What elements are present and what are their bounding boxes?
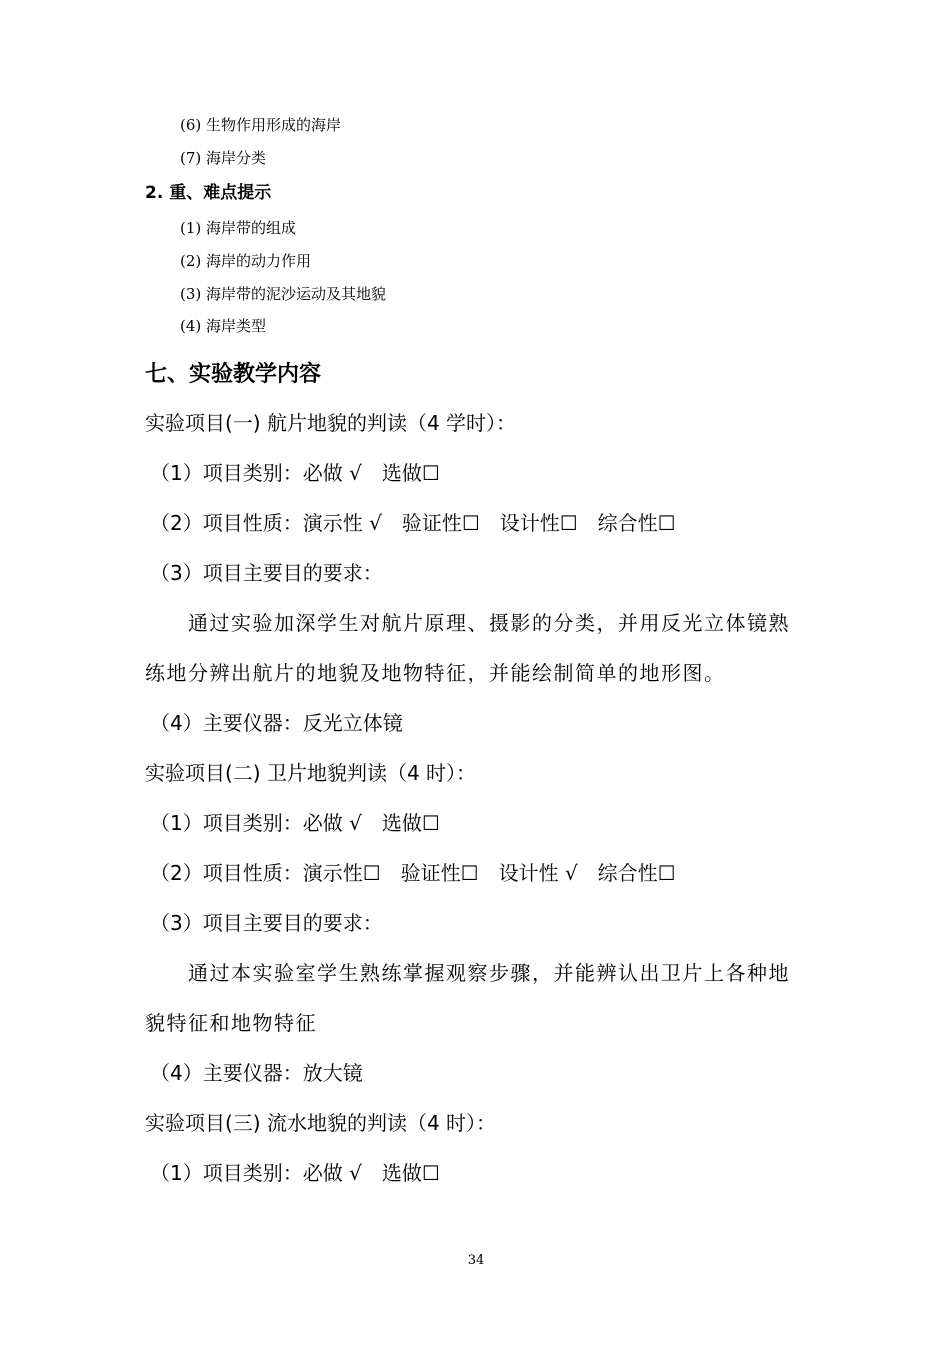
list-item: (3) 海岸带的泥沙运动及其地貌 xyxy=(180,285,387,303)
paragraph-line: 练地分辨出航片的地貌及地物特征，并能绘制简单的地形图。 xyxy=(145,661,726,685)
experiment-field: （3）项目主要目的要求： xyxy=(150,561,383,585)
page-number: 34 xyxy=(467,1253,485,1268)
experiment-title: 实验项目(一) 航片地貌的判读（4 学时）： xyxy=(145,411,517,435)
list-item: (2) 海岸的动力作用 xyxy=(180,252,312,270)
experiment-field: （4）主要仪器：放大镜 xyxy=(150,1061,363,1085)
experiment-field: （1）项目类别：必做 √ 选做☐ xyxy=(150,461,440,485)
section-heading: 2. 重、难点提示 xyxy=(145,183,272,203)
list-item: (4) 海岸类型 xyxy=(180,317,267,335)
experiment-field: （4）主要仪器：反光立体镜 xyxy=(150,711,403,735)
experiment-title: 实验项目(二) 卫片地貌判读（4 时）： xyxy=(145,761,477,785)
experiment-field: （3）项目主要目的要求： xyxy=(150,911,383,935)
experiment-field: （1）项目类别：必做 √ 选做☐ xyxy=(150,1161,440,1185)
experiment-field: （2）项目性质：演示性☐ 验证性☐ 设计性 √ 综合性☐ xyxy=(150,861,676,885)
paragraph-line: 通过实验加深学生对航片原理、摄影的分类，并用反光立体镜熟 xyxy=(188,611,790,635)
chapter-heading: 七、实验教学内容 xyxy=(145,362,322,387)
experiment-title: 实验项目(三) 流水地貌的判读（4 时）： xyxy=(145,1111,497,1135)
list-item: (1) 海岸带的组成 xyxy=(180,219,297,237)
experiment-field: （2）项目性质：演示性 √ 验证性☐ 设计性☐ 综合性☐ xyxy=(150,511,676,535)
paragraph-line: 通过本实验室学生熟练掌握观察步骤，并能辨认出卫片上各种地 xyxy=(188,961,790,985)
list-item: (7) 海岸分类 xyxy=(180,149,267,167)
experiment-field: （1）项目类别：必做 √ 选做☐ xyxy=(150,811,440,835)
list-item: (6) 生物作用形成的海岸 xyxy=(180,116,342,134)
paragraph-line: 貌特征和地物特征 xyxy=(145,1011,317,1035)
